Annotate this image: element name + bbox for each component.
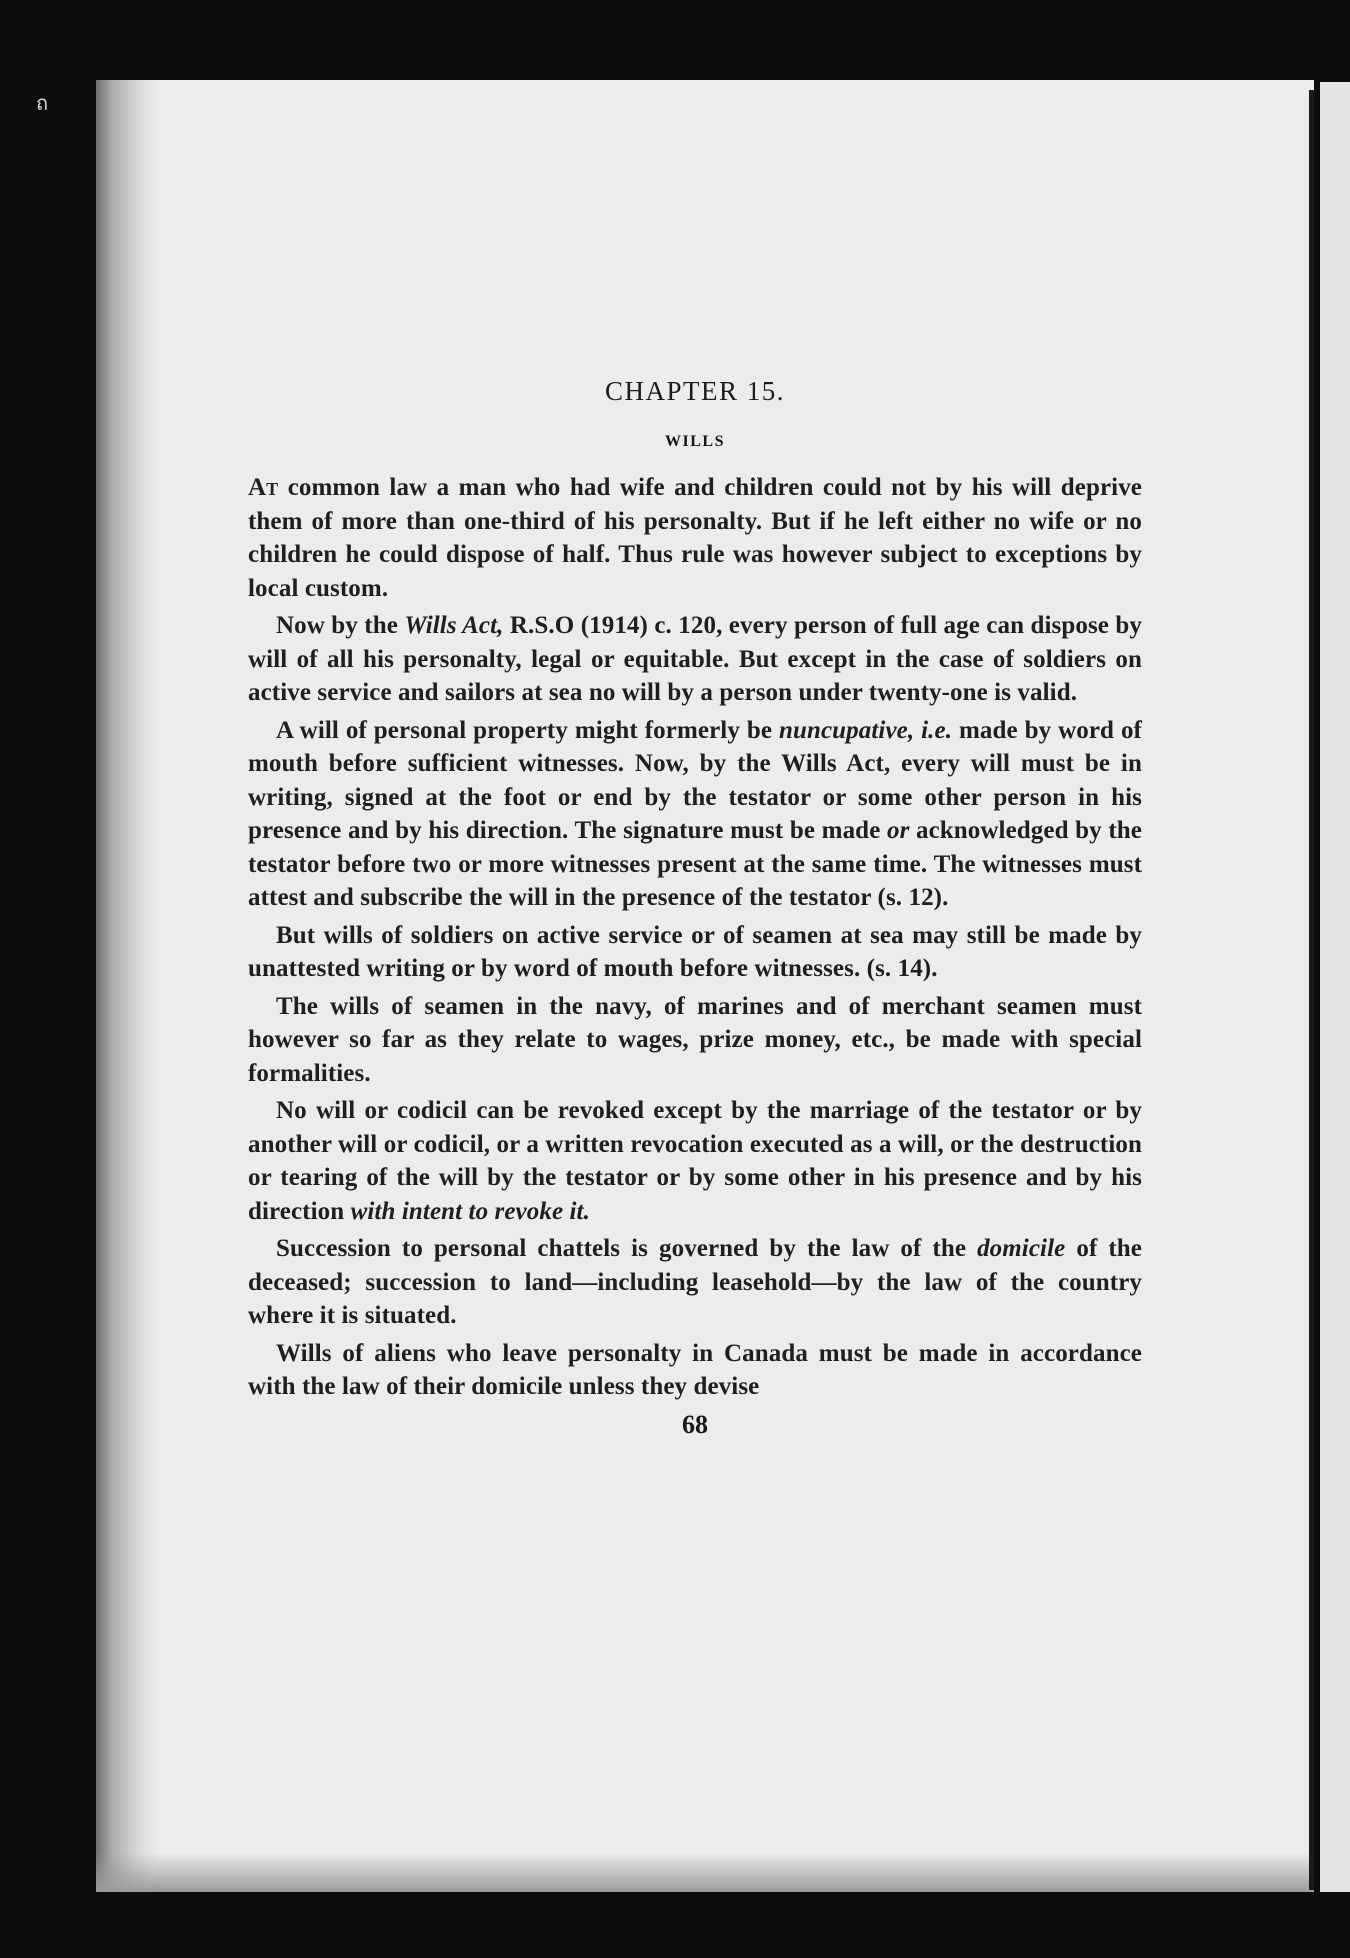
- paragraph-2-text-b: R.S.O (1914) c. 120, every person of full age can dispose by will of all his personalty, legal or equitable. But except in the case of soldiers on active service and sailors at sea no will by a person under twenty-one is valid.: [248, 612, 1142, 706]
- paragraph-7-text-b: of the deceased; succession to land—including leasehold—by the law of the country where it is situated.: [248, 1235, 1142, 1329]
- paragraph-3: [248, 714, 1142, 915]
- paragraph-1: [248, 471, 1142, 605]
- paragraph-7-text-a: Succession to personal chattels is governed by the law of the: [276, 1235, 978, 1262]
- paragraph-3-text-b: made by word of mouth before sufficient witnesses. Now, by the Wills Act, every will must be in writing, signed at the foot or end by the testator or some other person in his presence and by his direction. The signature must be made: [248, 716, 1142, 844]
- bottom-shadow: [96, 1852, 1314, 1892]
- paragraph-3-text-c: acknowledged by the testator before two or more witnesses present at the same time. The witnesses must attest and subscribe the will in the presence of the testator (s. 12).: [248, 817, 1142, 911]
- intent-to-revoke-phrase: with intent to revoke it.: [350, 1197, 590, 1225]
- paragraph-6-text: No will or codicil can be revoked except by the marriage of the testator or by another will or codicil, or a written revocation executed as a will, or the destruction or tearing of the will by the testator or by some other in his presence and by his direction: [248, 1097, 1142, 1225]
- page-number: 68: [682, 1409, 708, 1439]
- nuncupative-term: nuncupative, i.e.: [778, 716, 953, 744]
- paragraph-1-text: common law a man who had wife and children could not by his will deprive them of more than one-third of his personalty. But if he left either no wife or no children he could dispose of half. Thus rule was however subject to exceptions by local custom.: [248, 474, 1142, 602]
- or-emphasis: or: [886, 817, 910, 844]
- paragraph-8: Wills of aliens who leave personalty in Canada must be made in accordance with the law of their domicile unless they devise: [248, 1339, 1142, 1400]
- paragraph-2-text-a: Now by the: [276, 612, 405, 639]
- paragraph-7: [248, 1232, 1142, 1333]
- paragraph-4: But wills of soldiers on active service or of seamen at sea may still be made by unattested writing or by word of mouth before witnesses. (s. 14).: [248, 921, 1142, 982]
- chapter-title: CHAPTER 15.: [604, 376, 786, 406]
- page-text: [248, 376, 1142, 1440]
- margin-mark: ถ: [36, 91, 49, 115]
- paragraph-5: The wills of seamen in the navy, of marines and of merchant seamen must however so far as they relate to wages, prize money, etc., be made with special formalities.: [248, 992, 1142, 1087]
- page-edge: [1309, 90, 1314, 1890]
- domicile-term: domicile: [977, 1235, 1066, 1262]
- adjacent-page-edge: [1320, 82, 1350, 1892]
- paragraph-2: [248, 609, 1142, 710]
- wills-act-citation: Wills Act,: [404, 612, 504, 639]
- paragraph-1-lead: At: [248, 474, 279, 501]
- section-heading: WILLS: [665, 433, 725, 450]
- paragraph-3-text-a: A will of personal property might formerly be: [276, 716, 779, 744]
- spine-shadow: [96, 80, 156, 1892]
- paragraph-6: [248, 1094, 1142, 1228]
